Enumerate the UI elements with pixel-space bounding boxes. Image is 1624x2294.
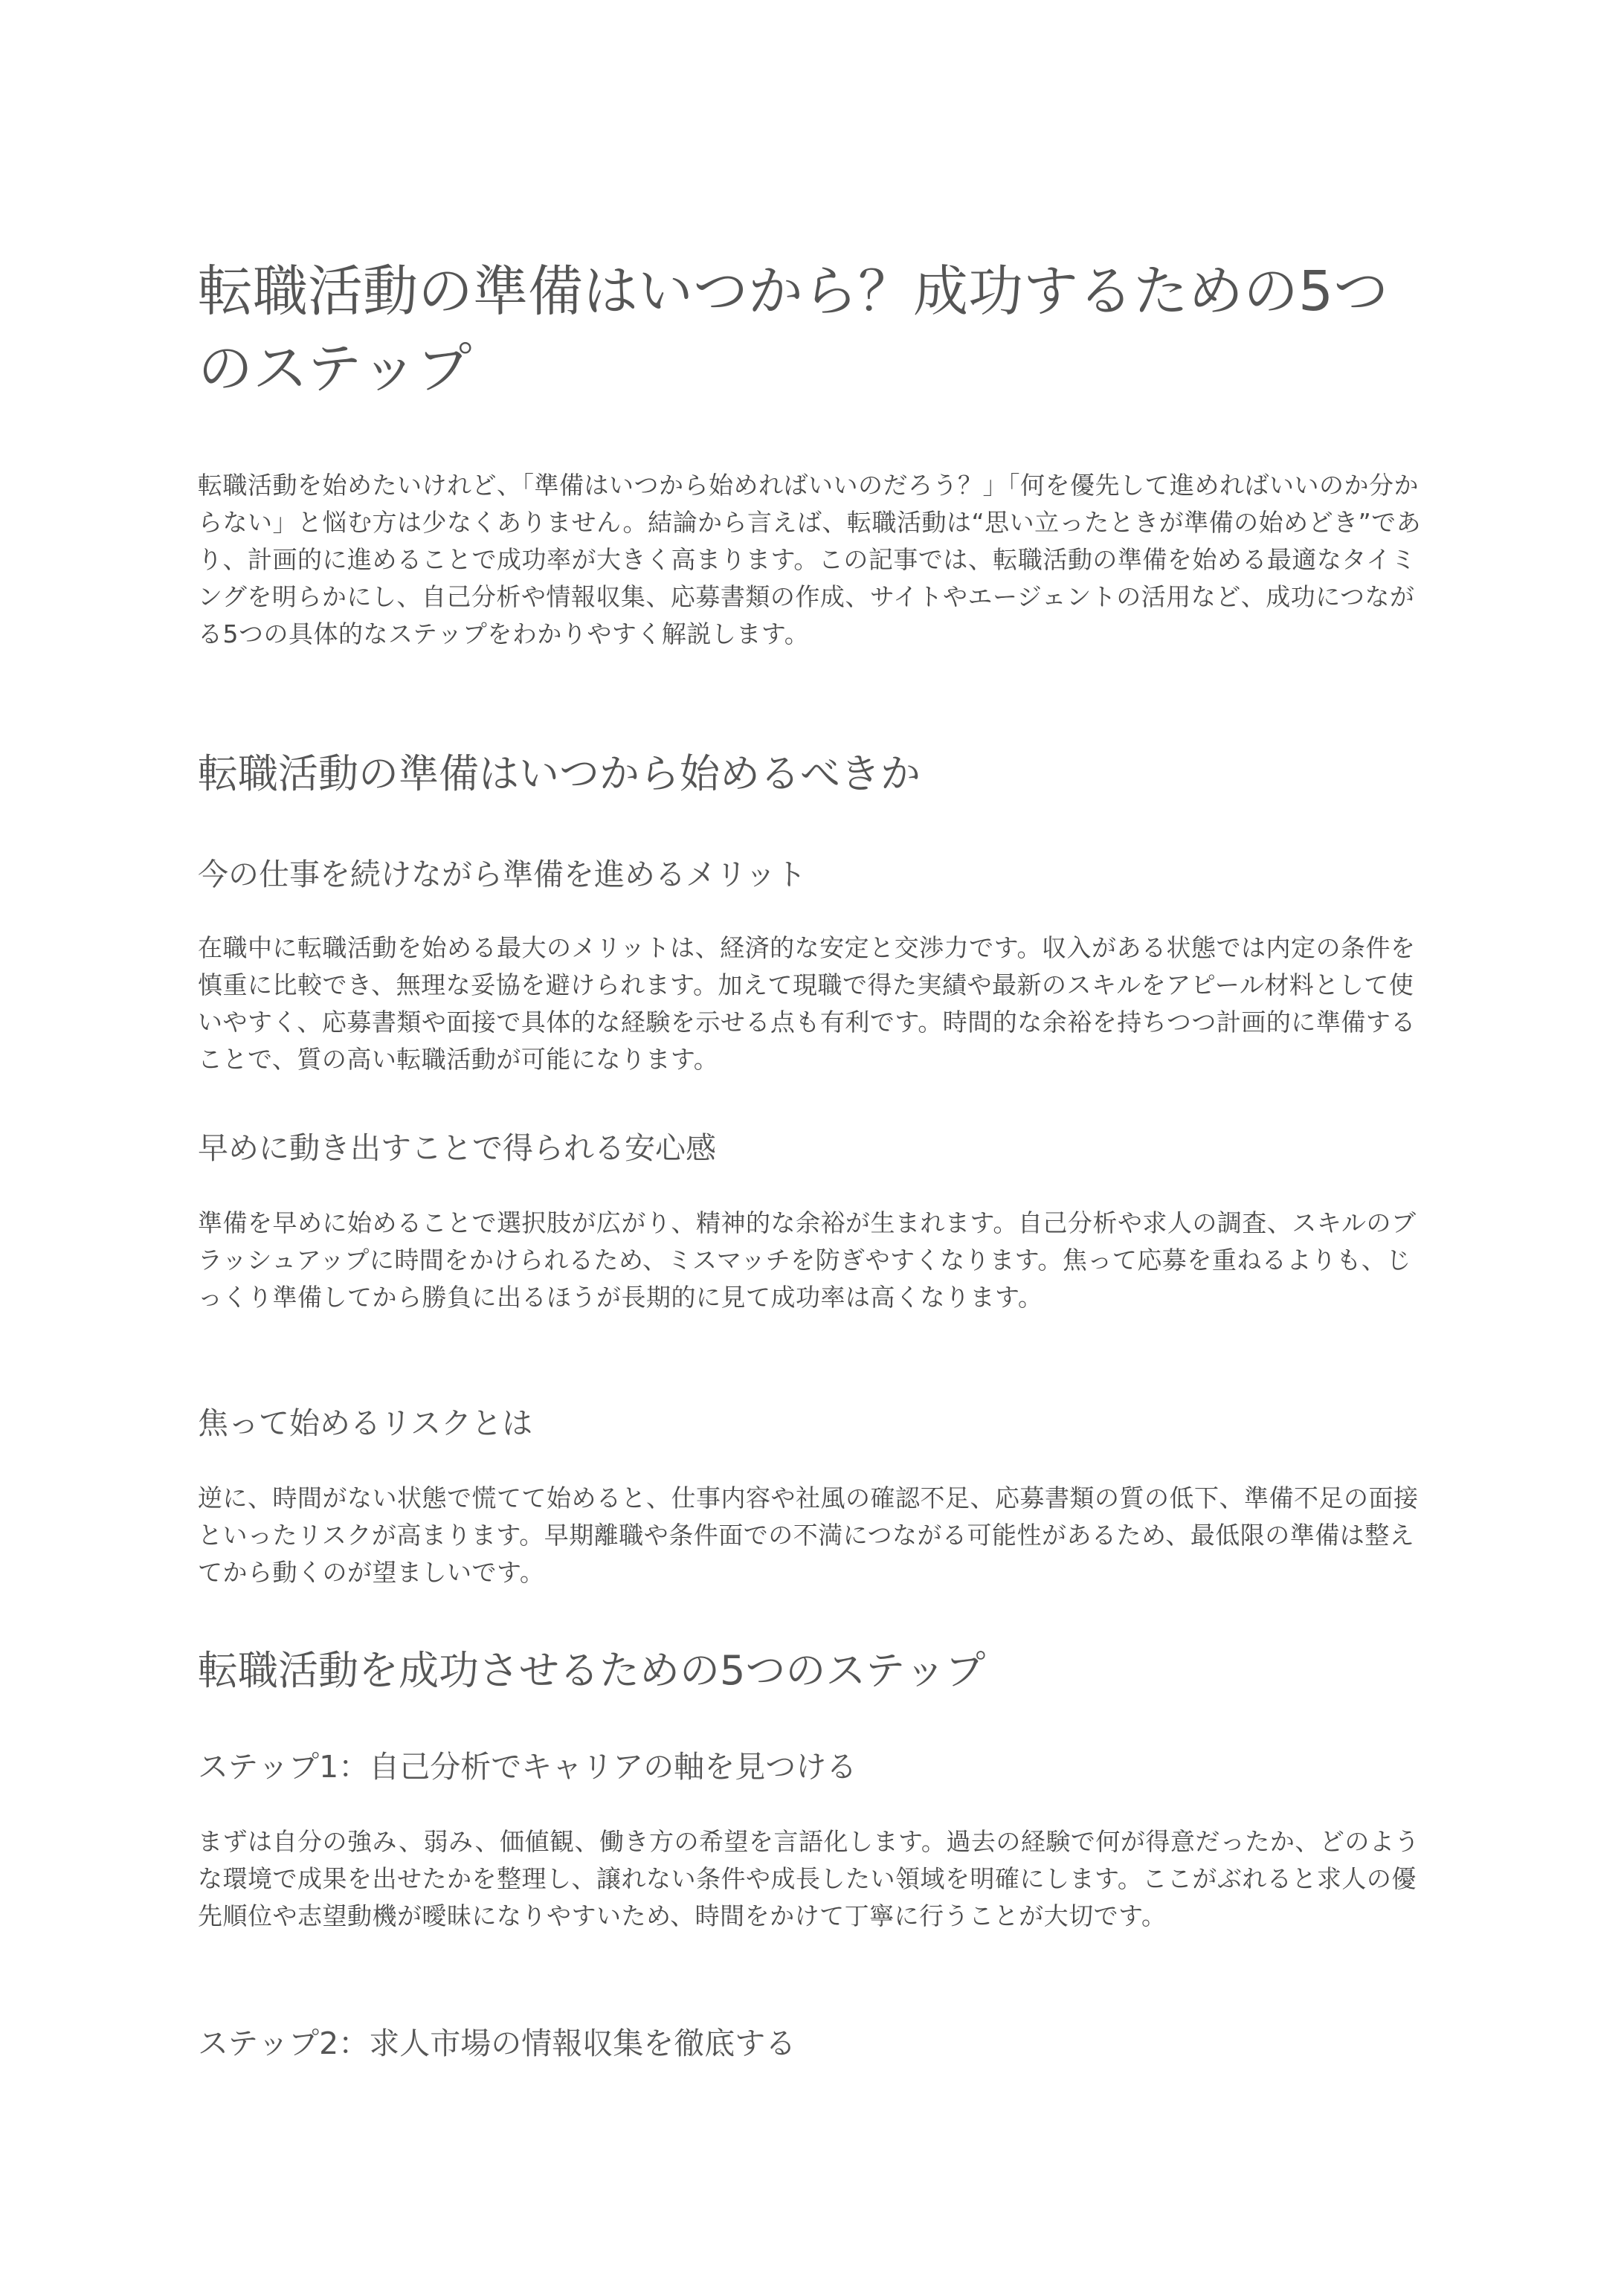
paragraph-risk: 逆に、時間がない状態で慌てて始めると、仕事内容や社風の確認不足、応募書類の質の低下、準備不足の面接といったリスクが高まります。早期離職や条件面での不満につながる可能性があるため、最低限の準備は整えてから動くのが望ましいです。 xyxy=(198,1483,1419,1587)
section-heading-timing: 転職活動の準備はいつから始めるべきか xyxy=(198,750,921,797)
paragraph-merit: 在職中に転職活動を始める最大のメリットは、経済的な安定と交渉力です。収入がある状態では内定の条件を慎重に比較でき、無理な妥協を避けられます。加えて現職で得た実績や最新のスキルをアピール材料として使いやすく、応募書類や面接で具体的な経験を示せる点も有利です。時間的な余裕を持ちつつ計画的に準備することで、質の高い転職活動が可能になります。 xyxy=(198,933,1416,1074)
subheading-reassurance: 早めに動き出すことで得られる安心感 xyxy=(198,1130,716,1166)
step1-heading: ステップ1：自己分析でキャリアの軸を見つける xyxy=(198,1749,857,1785)
subheading-merit: 今の仕事を続けながら準備を進めるメリット xyxy=(198,857,807,892)
step1-paragraph: まずは自分の強み、弱み、価値観、働き方の希望を言語化します。過去の経験で何が得意だったか、どのような環境で成果を出せたかを整理し、譲れない条件や成長したい領域を明確にします。ここがぶれると求人の優先順位や志望動機が曖昧になりやすいため、時間をかけて丁寧に行うことが大切です。 xyxy=(198,1827,1420,1930)
paragraph-reassurance: 準備を早めに始めることで選択肢が広がり、精神的な余裕が生まれます。自己分析や求人の調査、スキルのブラッシュアップに時間をかけられるため、ミスマッチを防ぎやすくなります。焦って応募を重ねるよりも、じっくり準備してから勝負に出るほうが長期的に見て成功率は高くなります。 xyxy=(198,1208,1417,1312)
subheading-risk: 焦って始めるリスクとは xyxy=(198,1405,533,1441)
intro-paragraph: 転職活動を始めたいけれど、「準備はいつから始めればいいのだろう？」「何を優先して進めればいいのか分からない」と悩む方は少なくありません。結論から言えば、転職活動は“思い立ったときが準備の始めどき”であり、計画的に進めることで成功率が大きく高まります。この記事では、転職活動の準備を始める最適なタイミングを明らかにし、自己分析や情報収集、応募書類の作成、サイトやエージェントの活用など、成功につながる5つの具体的なステップをわかりやすく解説します。 xyxy=(198,471,1422,648)
page-title: 転職活動の準備はいつから？成功するための5つのステップ xyxy=(198,260,1389,401)
section-heading-steps: 転職活動を成功させるための5つのステップ xyxy=(198,1647,986,1694)
step2-heading: ステップ2：求人市場の情報収集を徹底する xyxy=(198,2026,796,2061)
